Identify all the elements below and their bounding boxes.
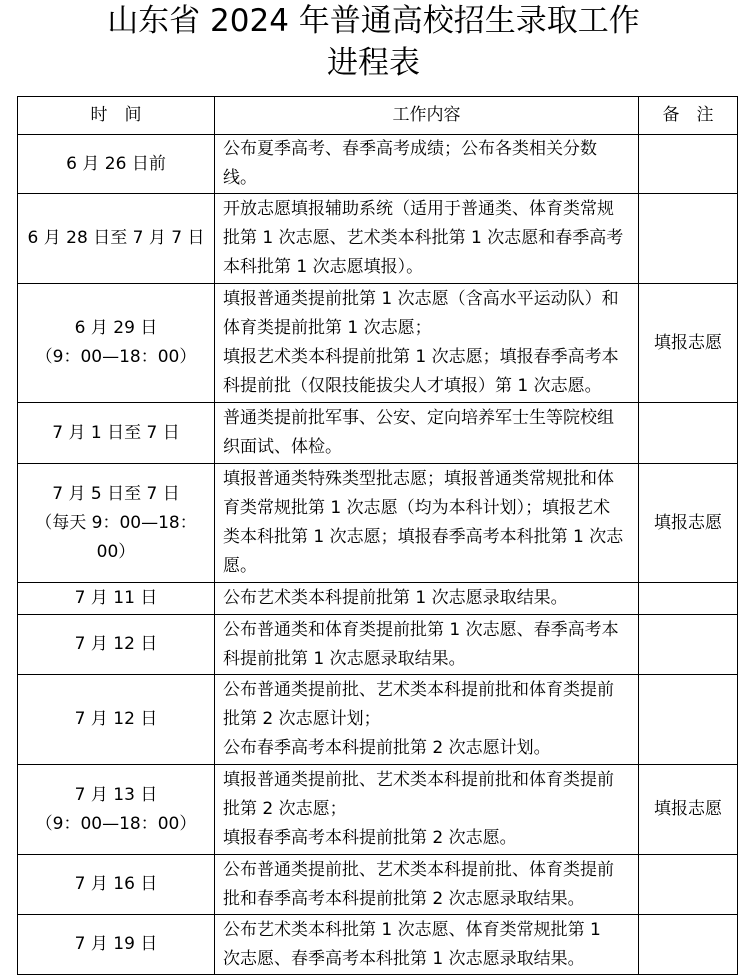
date-cell	[18, 675, 215, 765]
note-cell: 填报志愿	[639, 464, 738, 583]
date-line: 6 月 28 日至 7 月 7 日	[27, 228, 205, 248]
date-cell	[18, 403, 215, 464]
date-line: 7 月 16 日	[74, 874, 158, 894]
date-line: 7 月 1 日至 7 日	[52, 422, 180, 443]
content-cell	[215, 135, 639, 194]
date-line: 7 月 13 日	[74, 784, 158, 805]
date-cell	[18, 583, 215, 615]
content-line: 开放志愿填报辅助系统（适用于普通类、体育类常规	[223, 199, 614, 219]
note-cell	[639, 135, 738, 194]
content-line: 次志愿、春季高考本科批第 1 次志愿录取结果。	[223, 948, 585, 969]
content-cell	[215, 915, 639, 975]
page-title-line2: 进程表	[327, 45, 420, 81]
date-cell	[18, 135, 215, 194]
content-cell	[215, 284, 639, 403]
content-cell	[215, 403, 639, 464]
date-line: 7 月 19 日	[74, 934, 158, 954]
content-line: 愿。	[223, 556, 257, 576]
note-cell	[639, 403, 738, 464]
header-note: 备 注	[639, 97, 738, 135]
date-cell	[18, 615, 215, 675]
table-row	[18, 583, 738, 615]
content-line: 公布夏季高考、春季高考成绩；公布各类相关分数线。	[223, 139, 597, 188]
content-line: 批第 2 次志愿；	[223, 799, 347, 819]
content-cell	[215, 464, 639, 583]
note-cell	[639, 194, 738, 284]
content-cell	[215, 675, 639, 765]
date-line: 7 月 12 日	[74, 634, 158, 654]
note-cell	[639, 915, 738, 975]
content-line: 公布春季高考本科提前批第 2 次志愿计划。	[223, 738, 551, 758]
content-line: 公布普通类和体育类提前批第 1 次志愿、春季高考本	[223, 619, 619, 640]
content-line: 科提前批（仅限技能拔尖人才填报）第 1 次志愿。	[223, 376, 602, 396]
table-row	[18, 765, 738, 855]
table-row	[18, 284, 738, 403]
table-header-row	[18, 97, 738, 135]
date-line: 7 月 12 日	[74, 709, 158, 729]
table-row	[18, 615, 738, 675]
table-row	[18, 194, 738, 284]
content-line: 公布艺术类本科批第 1 次志愿、体育类常规批第 1	[223, 919, 601, 940]
content-cell	[215, 765, 639, 855]
content-line: 公布艺术类本科提前批第 1 次志愿录取结果。	[223, 588, 568, 608]
schedule-table	[17, 96, 738, 975]
content-line: 填报普通类特殊类型批志愿；填报普通类常规批和体	[223, 469, 614, 489]
date-line: 7 月 11 日	[74, 588, 158, 608]
content-line: 普通类提前批军事、公安、定向培养军士生等院校组	[223, 408, 614, 428]
note-cell: 填报志愿	[639, 765, 738, 855]
content-line: 育类常规批第 1 次志愿（均为本科计划）；填报艺术	[223, 498, 611, 518]
content-line: 公布普通类提前批、艺术类本科提前批和体育类提前	[223, 680, 614, 700]
table-row	[18, 675, 738, 765]
content-line: 类本科批第 1 次志愿；填报春季高考本科批第 1 次志	[223, 527, 624, 547]
note-cell	[639, 855, 738, 915]
date-cell	[18, 464, 215, 583]
content-cell	[215, 194, 639, 284]
content-cell	[215, 583, 639, 615]
table-row	[18, 403, 738, 464]
content-line: 填报普通类提前批第 1 次志愿（含高水平运动队）和	[223, 289, 619, 309]
content-line: 科提前批第 1 次志愿录取结果。	[223, 648, 466, 669]
content-line: 本科批第 1 次志愿填报）。	[223, 257, 424, 277]
content-line: 批和春季高考本科提前批第 2 次志愿录取结果。	[223, 888, 585, 909]
date-cell	[18, 194, 215, 284]
note-cell: 填报志愿	[639, 284, 738, 403]
date-cell	[18, 855, 215, 915]
content-cell	[215, 855, 639, 915]
content-cell	[215, 615, 639, 675]
date-line: （9：00—18：00）	[35, 813, 197, 834]
date-line: （9：00—18：00）	[35, 347, 197, 367]
content-line: 体育类提前批第 1 次志愿；	[223, 318, 432, 338]
date-cell	[18, 915, 215, 975]
page-title-line1: 山东省 2024 年普通高校招生录取工作	[107, 3, 640, 39]
note-cell	[639, 675, 738, 765]
content-line: 批第 2 次志愿计划；	[223, 709, 381, 729]
date-line: （每天 9：00—18：00）	[35, 512, 197, 562]
content-line: 填报普通类提前批、艺术类本科提前批和体育类提前	[223, 770, 614, 790]
date-line: 7 月 5 日至 7 日	[52, 483, 180, 504]
table-row	[18, 855, 738, 915]
date-line: 6 月 29 日	[74, 318, 158, 338]
table-row	[18, 915, 738, 975]
content-line: 公布普通类提前批、艺术类本科提前批、体育类提前	[223, 859, 614, 880]
table-row	[18, 464, 738, 583]
content-line: 填报春季高考本科提前批第 2 次志愿。	[223, 828, 517, 848]
header-time: 时 间	[18, 97, 215, 135]
table-row	[18, 135, 738, 194]
date-cell	[18, 284, 215, 403]
content-line: 填报艺术类本科提前批第 1 次志愿；填报春季高考本	[223, 347, 619, 367]
note-cell	[639, 615, 738, 675]
content-line: 批第 1 次志愿、艺术类本科批第 1 次志愿和春季高考	[223, 228, 624, 248]
note-cell	[639, 583, 738, 615]
content-line: 织面试、体检。	[223, 437, 342, 457]
header-content: 工作内容	[215, 97, 639, 135]
date-line: 6 月 26 日前	[66, 153, 166, 174]
date-cell	[18, 765, 215, 855]
